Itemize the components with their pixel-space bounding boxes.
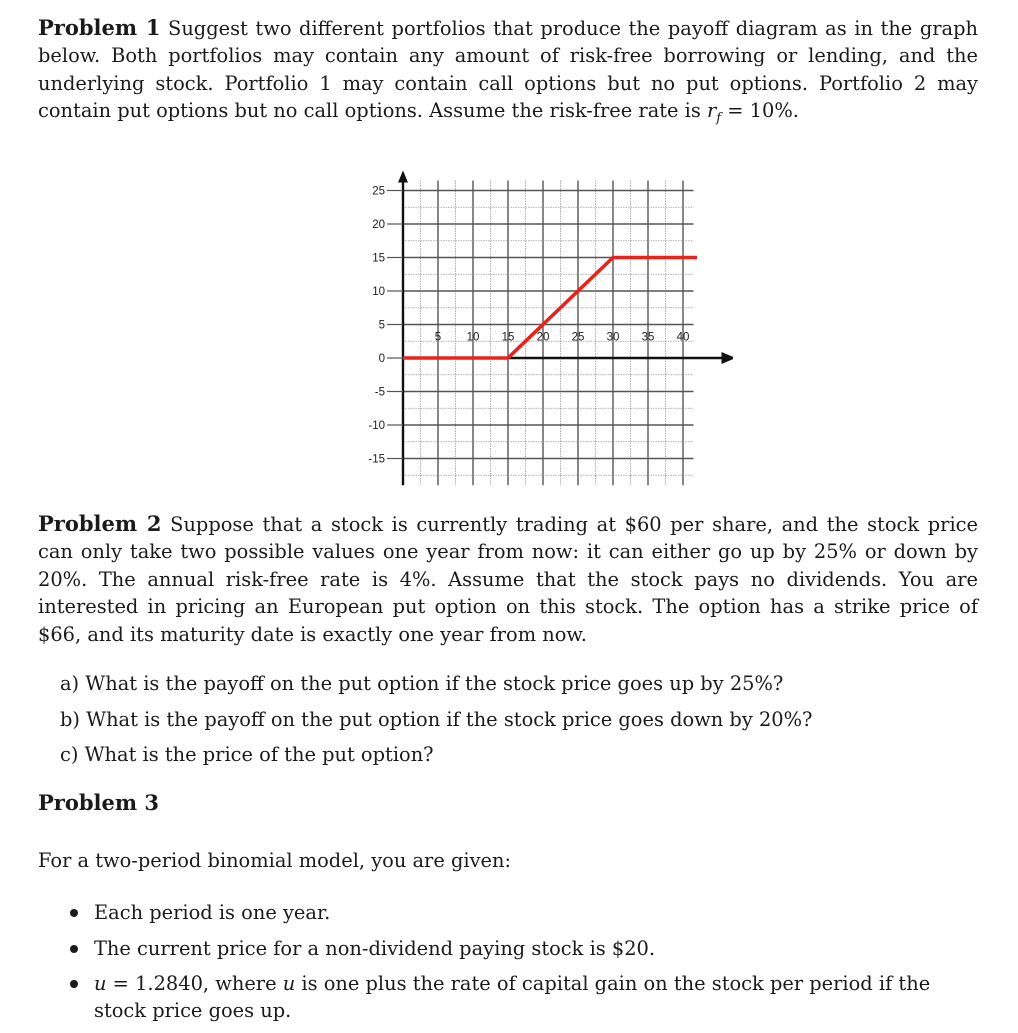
- problem-2-label: Problem 2: [38, 511, 162, 536]
- x-tick-label: 20: [536, 331, 550, 344]
- y-tick-label: 20: [372, 219, 385, 231]
- x-tick-label: 5: [434, 331, 442, 344]
- problem-1: [38, 14, 978, 133]
- x-axis-arrow-icon: [722, 352, 734, 364]
- x-tick-label: 30: [606, 331, 620, 344]
- problem-3-label: Problem 3: [38, 790, 160, 815]
- y-tick-label: 25: [372, 185, 385, 198]
- x-tick-label: 35: [641, 331, 655, 344]
- x-tick-label: 25: [571, 331, 585, 344]
- u-symbol: u: [94, 972, 107, 995]
- y-tick-label: 15: [372, 252, 385, 265]
- x-tick-label: 40: [676, 331, 690, 344]
- bullet-item: [68, 970, 978, 1024]
- problem-3-bullets: [68, 899, 978, 1033]
- question-b: b) What is the payoff on the put option if the stock price goes down by 20%?: [60, 707, 813, 731]
- problem-1-text: Suggest two different portfolios that produce the payoff diagram as in the graph below. Both portfolios may contain any amount of risk-free borrowing or lending, and the underlying stock. Portfolio 1 may contain call options but no put options. Portfolio 2 may contain put options but no call options. Assume the risk-free rate is: [38, 17, 979, 123]
- problem-2-text: Suppose that a stock is currently trading at $60 per share, and the stock price can only take two possible values one year from now: it can either go up by 25% or down by 20%. The annual risk-free rate is 4%. Assume that the stock pays no dividends. You are interested in pricing an European put option on this stock. The option has a strike price of $66, and its maturity date is exactly one year from now.: [38, 513, 978, 646]
- bullet-text: The current price for a non-dividend paying stock is $20.: [94, 936, 656, 960]
- chart-x-tick-labels: [435, 332, 690, 344]
- problem-3-intro: For a two-period binomial model, you are given:: [38, 849, 512, 872]
- bullet-icon: [70, 909, 78, 917]
- bullet-item: [68, 935, 978, 962]
- y-tick-label: -10: [368, 420, 385, 432]
- bullet-text: = 1.2840, where: [106, 972, 283, 995]
- rf-value: = 10%.: [727, 99, 799, 123]
- x-tick-label: 10: [466, 331, 480, 344]
- y-tick-label: 0: [378, 353, 385, 365]
- y-tick-label: 5: [378, 319, 385, 332]
- y-axis-arrow-icon: [398, 171, 408, 183]
- page: [38, 14, 979, 1022]
- bullet-item: [68, 899, 978, 926]
- y-tick-label: -15: [368, 453, 385, 466]
- problem-2: [38, 510, 978, 648]
- bullet-text: Each period is one year.: [94, 901, 331, 924]
- problem-1-label: Problem 1: [38, 15, 161, 40]
- rf-symbol: r: [707, 99, 717, 123]
- bullet-icon: [70, 945, 78, 953]
- y-tick-label: -5: [374, 386, 385, 399]
- payoff-chart: [368, 162, 733, 492]
- chart-y-tick-labels: [368, 186, 403, 466]
- bullet-text: is one plus the rate of capital gain on the stock per period if the stock price goes up.: [94, 972, 931, 1022]
- rf-subscript: f: [716, 111, 722, 127]
- problem-2-questions: [60, 670, 960, 777]
- question-c: c) What is the price of the put option?: [60, 743, 434, 766]
- bullet-icon: [70, 980, 78, 988]
- x-tick-label: 15: [501, 331, 515, 344]
- y-tick-label: 10: [372, 286, 385, 298]
- question-a: a) What is the payoff on the put option if the stock price goes up by 25%?: [60, 672, 784, 695]
- u-symbol: u: [282, 972, 296, 995]
